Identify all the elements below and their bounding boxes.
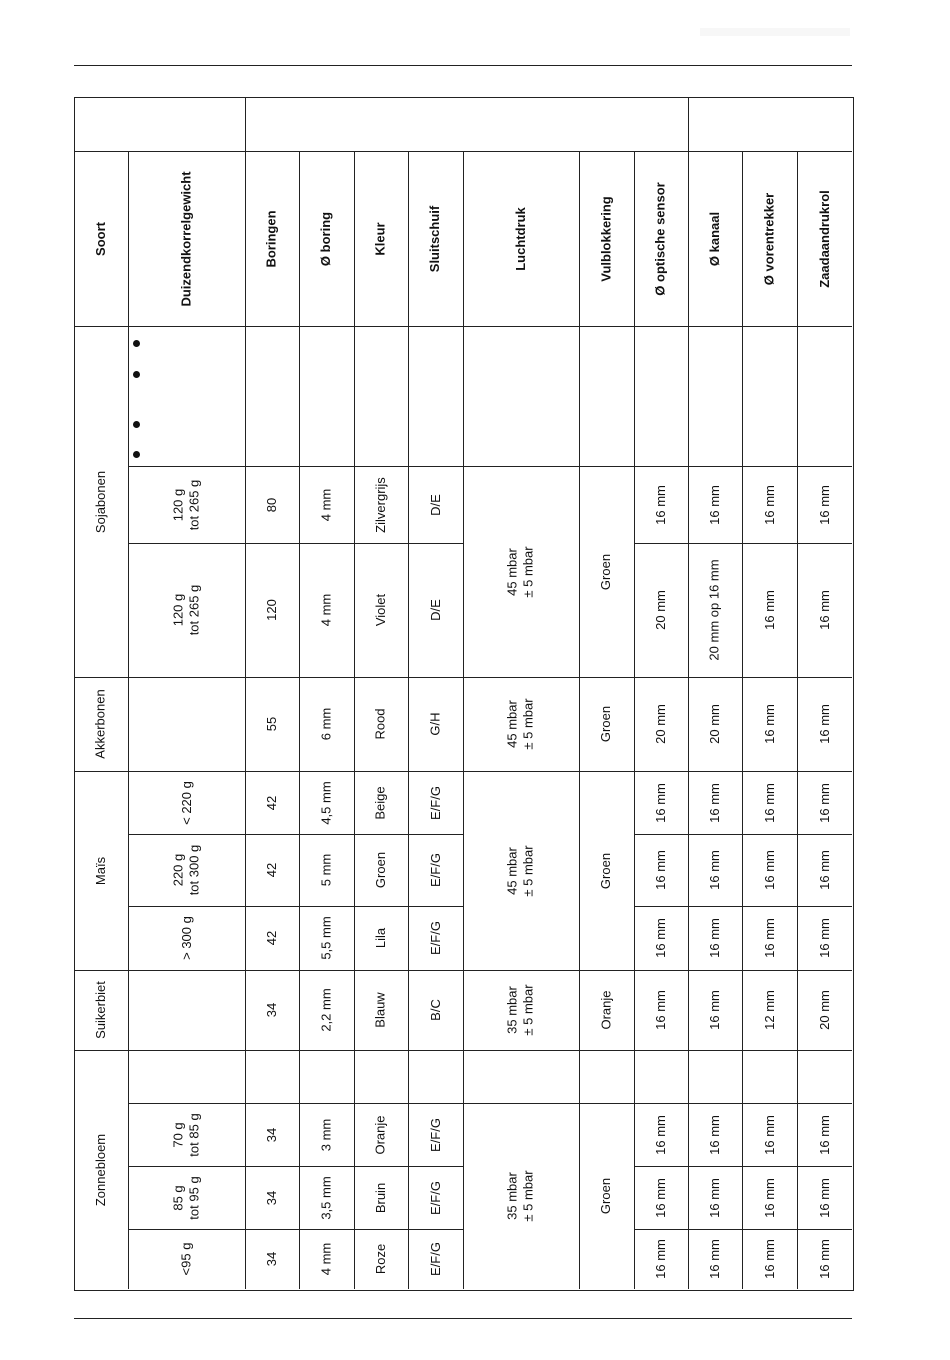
mais_shared-luchtdruk-cell — [463, 771, 579, 970]
zon2-boringen-cell — [245, 1166, 299, 1229]
zon1-optische-sensor: 16 mm — [652, 1114, 668, 1155]
soja1-kanaal-cell — [688, 466, 742, 543]
mais3-boring-cell — [299, 906, 354, 970]
soja_shared-luchtdruk — [505, 546, 537, 597]
header-vulblokkering-cell — [579, 151, 634, 326]
zon1-kanaal-cell — [688, 1103, 742, 1166]
header-sluitschuif: Sluitschuif — [427, 205, 443, 272]
suiker-zaadaandrukrol: 20 mm — [816, 990, 832, 1030]
bottom-rule — [74, 1318, 852, 1319]
zon2-kanaal: 16 mm — [706, 1177, 722, 1218]
soja2-weight-cell — [128, 543, 245, 677]
mais3-weight: > 300 g — [178, 916, 194, 960]
mais3-sluitschuif: E/F/G — [427, 921, 443, 955]
mais2-weight-line1: 220 g — [170, 853, 186, 887]
soja2-sluitschuif: D/E — [427, 599, 443, 621]
suiker-zaadaandrukrol-cell — [797, 970, 852, 1050]
akker-optische-sensor: 20 mm — [652, 704, 668, 744]
crop-zonnebloem-cell — [74, 1050, 128, 1289]
suiker-sluitschuif-cell — [408, 970, 463, 1050]
mais2-weight — [170, 845, 202, 896]
mais2-sluitschuif: E/F/G — [427, 853, 443, 887]
header-vorentrekker: Ø vorentrekker — [761, 192, 777, 285]
mais2-boringen: 42 — [264, 862, 279, 878]
suiker-boring: 2,2 mm — [318, 988, 334, 1032]
akker-sluitschuif-cell — [408, 677, 463, 771]
mais3-zaadaandrukrol-cell — [797, 906, 852, 970]
mais2-zaadaandrukrol: 16 mm — [816, 850, 832, 890]
suiker-vulblokkering-cell — [579, 970, 634, 1050]
mais1-zaadaandrukrol: 16 mm — [816, 782, 832, 823]
suiker-kanaal-cell — [688, 970, 742, 1050]
soja2-zaadaandrukrol: 16 mm — [816, 590, 832, 630]
suiker-kleur-cell — [354, 970, 408, 1050]
zon3-optische-sensor-cell — [634, 1229, 688, 1289]
mais2-kanaal: 16 mm — [706, 850, 722, 890]
mais2-boring: 5 mm — [318, 853, 334, 887]
soja2-vorentrekker: 16 mm — [761, 590, 777, 630]
mais1-kleur-cell — [354, 771, 408, 834]
soja1-boringen-cell — [245, 466, 299, 543]
mais2-sluitschuif-cell — [408, 834, 463, 906]
mais1-vorentrekker: 16 mm — [761, 782, 777, 823]
zon2-boringen: 34 — [264, 1190, 279, 1205]
mais3-vorentrekker: 16 mm — [761, 918, 777, 958]
zon2-zaadaandrukrol-cell — [797, 1166, 852, 1229]
mais2-vorentrekker-cell — [742, 834, 797, 906]
zon_shared-luchtdruk-line1: 35 mbar — [505, 1172, 520, 1220]
zon2-weight-line1: 85 g — [170, 1184, 186, 1211]
mais1-boringen: 42 — [264, 795, 279, 810]
soja1-weight-line1: 120 g — [170, 488, 186, 521]
header-optische-sensor: Ø optische sensor — [653, 181, 669, 296]
soja1-zaadaandrukrol-cell — [797, 466, 852, 543]
zon3-sluitschuif-cell — [408, 1229, 463, 1289]
soja2-weight — [170, 585, 202, 636]
mais3-boringen: 42 — [264, 930, 279, 946]
soja2-optische-sensor: 20 mm — [652, 590, 668, 630]
header-luchtdruk: Luchtdruk — [513, 206, 528, 271]
zon1-weight-line2: tot 85 g — [186, 1112, 202, 1157]
zon_shared-vulblokkering: Groen — [598, 1177, 614, 1215]
mais_shared-luchtdruk-line1: 45 mbar — [505, 846, 520, 895]
zon2-optische-sensor-cell — [634, 1166, 688, 1229]
mais1-kanaal: 16 mm — [706, 782, 722, 823]
soja1-vorentrekker: 16 mm — [761, 484, 777, 525]
mais_shared-luchtdruk-line2: ± 5 mbar — [521, 844, 536, 897]
zon3-kanaal-cell — [688, 1229, 742, 1289]
zon2-kanaal-cell — [688, 1166, 742, 1229]
soja2-vorentrekker-cell — [742, 543, 797, 677]
zon3-vorentrekker: 16 mm — [761, 1239, 777, 1279]
soja1-weight-line2: tot 265 g — [186, 479, 202, 530]
akker-luchtdruk-cell — [463, 677, 579, 771]
crop-suikerbiet: Suikerbiet — [93, 981, 108, 1039]
mais3-kleur: Lila — [373, 927, 388, 949]
zon2-boring: 3,5 mm — [318, 1175, 334, 1220]
akker-boringen: 55 — [264, 716, 279, 732]
zon_shared-luchtdruk-line2: ± 5 mbar — [521, 1170, 536, 1222]
mais3-weight-cell — [128, 906, 245, 970]
soja2-sluitschuif-cell — [408, 543, 463, 677]
bullet-1 — [133, 340, 140, 347]
suiker-luchtdruk — [505, 984, 537, 1035]
zon2-kleur-cell — [354, 1166, 408, 1229]
zon3-sluitschuif: E/F/G — [427, 1242, 443, 1276]
zon2-zaadaandrukrol: 16 mm — [816, 1177, 832, 1218]
header-vulblokkering: Vulblokkering — [598, 195, 614, 282]
soja1-kleur-cell — [354, 466, 408, 543]
mais1-kleur: Beige — [373, 785, 388, 820]
zon1-kleur-cell — [354, 1103, 408, 1166]
zon1-zaadaandrukrol-cell — [797, 1103, 852, 1166]
mais3-boring: 5,5 mm — [318, 916, 334, 960]
header-kanaal-cell — [688, 151, 742, 326]
header-kanaal: Ø kanaal — [707, 211, 723, 266]
mais1-weight-cell — [128, 771, 245, 834]
crop-akkerbonen: Akkerbonen — [93, 689, 109, 759]
suiker-vorentrekker: 12 mm — [761, 990, 777, 1030]
soja_shared-vulblokkering-cell — [579, 466, 634, 677]
zon1-boringen-cell — [245, 1103, 299, 1166]
zon2-kleur: Bruin — [372, 1182, 388, 1213]
zon3-vorentrekker-cell — [742, 1229, 797, 1289]
akker-luchtdruk-line1: 45 mbar — [505, 700, 520, 748]
grid-h-suiker-zon — [74, 1050, 852, 1051]
mais3-optische-sensor: 16 mm — [652, 918, 668, 958]
zon3-zaadaandrukrol: 16 mm — [816, 1239, 832, 1279]
zon1-sluitschuif-cell — [408, 1103, 463, 1166]
header-luchtdruk-cell — [463, 151, 579, 326]
zon1-zaadaandrukrol: 16 mm — [816, 1114, 832, 1155]
zon3-kleur-cell — [354, 1229, 408, 1289]
zon3-zaadaandrukrol-cell — [797, 1229, 852, 1289]
mais1-boringen-cell — [245, 771, 299, 834]
zon2-weight-cell — [128, 1166, 245, 1229]
mais1-boring: 4,5 mm — [318, 780, 334, 825]
mais2-kleur-cell — [354, 834, 408, 906]
mais1-optische-sensor-cell — [634, 771, 688, 834]
suiker-kanaal: 16 mm — [706, 990, 722, 1030]
akker-boringen-cell — [245, 677, 299, 771]
soja1-boring: 4 mm — [318, 488, 334, 521]
soja1-weight — [170, 479, 202, 530]
bullet-3 — [133, 421, 140, 428]
mais_shared-luchtdruk — [505, 845, 537, 896]
soja1-kanaal: 16 mm — [706, 484, 722, 525]
zon_shared-luchtdruk-cell — [463, 1103, 579, 1289]
header-sluitschuif-cell — [408, 151, 463, 326]
zon1-sluitschuif: E/F/G — [427, 1117, 443, 1152]
zon3-weight: <95 g — [178, 1242, 194, 1276]
zon3-boring-cell — [299, 1229, 354, 1289]
zon_shared-luchtdruk — [505, 1170, 537, 1221]
zon1-optische-sensor-cell — [634, 1103, 688, 1166]
akker-boring-cell — [299, 677, 354, 771]
mais1-boring-cell — [299, 771, 354, 834]
header-soort: Soort — [92, 221, 108, 256]
soja_shared-luchtdruk-line2: ± 5 mbar — [521, 545, 536, 598]
mais2-kanaal-cell — [688, 834, 742, 906]
zon3-kanaal: 16 mm — [706, 1239, 722, 1279]
header-boringen-cell — [245, 151, 299, 326]
zon_shared-vulblokkering-cell — [579, 1103, 634, 1289]
akker-optische-sensor-cell — [634, 677, 688, 771]
akker-luchtdruk-line2: ± 5 mbar — [521, 698, 536, 750]
akker-vorentrekker: 16 mm — [761, 704, 777, 744]
zon3-boringen-cell — [245, 1229, 299, 1289]
mais1-kanaal-cell — [688, 771, 742, 834]
mais3-kanaal-cell — [688, 906, 742, 970]
soja_shared-luchtdruk-cell — [463, 466, 579, 677]
crop-mais-cell — [74, 771, 128, 970]
zon3-optische-sensor: 16 mm — [652, 1239, 668, 1279]
mais2-vorentrekker: 16 mm — [761, 850, 777, 890]
suiker-boring-cell — [299, 970, 354, 1050]
header-boring-diameter-cell — [299, 151, 354, 326]
mais3-kleur-cell — [354, 906, 408, 970]
zon1-kleur: Oranje — [373, 1114, 388, 1155]
soja2-optische-sensor-cell — [634, 543, 688, 677]
akker-kleur: Rood — [372, 708, 388, 740]
mais2-optische-sensor-cell — [634, 834, 688, 906]
suiker-optische-sensor: 16 mm — [652, 990, 668, 1030]
suiker-vorentrekker-cell — [742, 970, 797, 1050]
soja2-kanaal-cell — [688, 543, 742, 677]
zon2-weight — [171, 1176, 203, 1219]
suiker-optische-sensor-cell — [634, 970, 688, 1050]
soja2-weight-line2: tot 265 g — [186, 584, 202, 636]
akker-kanaal-cell — [688, 677, 742, 771]
crop-mais: Maïs — [92, 856, 108, 885]
zon2-optische-sensor: 16 mm — [652, 1177, 668, 1218]
soja2-boringen-cell — [245, 543, 299, 677]
akker-vulblokkering-cell — [579, 677, 634, 771]
header-mark — [700, 28, 850, 36]
soja1-sluitschuif-cell — [408, 466, 463, 543]
soja2-weight-line1: 120 g — [170, 593, 186, 627]
header-vorentrekker-cell — [742, 151, 797, 326]
zon3-boring: 4 mm — [318, 1242, 334, 1276]
mais3-optische-sensor-cell — [634, 906, 688, 970]
suiker-boringen-cell — [245, 970, 299, 1050]
mais3-zaadaandrukrol: 16 mm — [816, 918, 832, 958]
akker-zaadaandrukrol: 16 mm — [816, 704, 832, 744]
zon3-kleur: Roze — [372, 1243, 388, 1275]
soja_shared-vulblokkering: Groen — [598, 553, 614, 590]
header-zaadaandrukrol: Zaadaandrukrol — [816, 189, 832, 288]
header-boring-diameter: Ø boring — [318, 211, 334, 266]
mais2-boringen-cell — [245, 834, 299, 906]
soja2-boringen: 120 — [263, 599, 279, 621]
akker-boring: 6 mm — [318, 707, 334, 741]
zon1-boring: 3 mm — [318, 1118, 334, 1151]
header-boringen: Boringen — [264, 209, 279, 268]
mais3-kanaal: 16 mm — [706, 918, 722, 958]
soja1-weight-cell — [128, 466, 245, 543]
bullet-4 — [133, 451, 140, 458]
akker-luchtdruk — [505, 698, 537, 749]
mais2-weight-cell — [128, 834, 245, 906]
header-optische-sensor-cell — [634, 151, 688, 326]
mais1-vorentrekker-cell — [742, 771, 797, 834]
mais_shared-vulblokkering-cell — [579, 771, 634, 970]
zon1-weight-line1: 70 g — [170, 1121, 186, 1148]
mais2-kleur: Groen — [372, 851, 388, 889]
soja1-vorentrekker-cell — [742, 466, 797, 543]
header-kleur: Kleur — [372, 221, 388, 256]
suiker-luchtdruk-line2: ± 5 mbar — [521, 984, 536, 1036]
zon1-vorentrekker-cell — [742, 1103, 797, 1166]
soja2-boring-cell — [299, 543, 354, 677]
zon1-weight-cell — [128, 1103, 245, 1166]
akker-sluitschuif: G/H — [427, 712, 443, 736]
header-duizendkorrelgewicht: Duizendkorrelgewicht — [178, 170, 194, 307]
zon2-sluitschuif: E/F/G — [427, 1180, 443, 1215]
suiker-sluitschuif: B/C — [427, 999, 443, 1021]
crop-zonnebloem: Zonnebloem — [93, 1133, 108, 1206]
akker-vulblokkering: Groen — [598, 705, 614, 743]
mais2-zaadaandrukrol-cell — [797, 834, 852, 906]
zon2-vorentrekker: 16 mm — [761, 1177, 777, 1218]
akker-vorentrekker-cell — [742, 677, 797, 771]
soja_shared-luchtdruk-line1: 45 mbar — [505, 547, 520, 596]
header-duizendkorrelgewicht-cell — [128, 151, 245, 326]
crop-suikerbiet-cell — [74, 970, 128, 1050]
zon3-weight-cell — [128, 1229, 245, 1289]
zon1-kanaal: 16 mm — [706, 1114, 722, 1155]
zon2-weight-line2: tot 95 g — [186, 1175, 202, 1220]
soja2-boring: 4 mm — [318, 593, 334, 627]
soja1-sluitschuif: D/E — [427, 493, 443, 516]
soja1-zaadaandrukrol: 16 mm — [816, 484, 832, 525]
akker-zaadaandrukrol-cell — [797, 677, 852, 771]
zon2-boring-cell — [299, 1166, 354, 1229]
soja1-boringen: 80 — [264, 497, 279, 512]
soja1-kleur: Zilvergrijs — [373, 476, 388, 533]
suiker-luchtdruk-line1: 35 mbar — [505, 986, 520, 1034]
mais3-vorentrekker-cell — [742, 906, 797, 970]
suiker-boringen: 34 — [264, 1002, 279, 1018]
mais3-boringen-cell — [245, 906, 299, 970]
zon1-boringen: 34 — [264, 1127, 279, 1142]
soja2-kleur-cell — [354, 543, 408, 677]
mais3-sluitschuif-cell — [408, 906, 463, 970]
top-rule — [74, 65, 852, 66]
soja1-optische-sensor-cell — [634, 466, 688, 543]
soja2-kanaal: 20 mm op 16 mm — [707, 559, 722, 661]
mais2-optische-sensor: 16 mm — [652, 850, 668, 890]
mais2-weight-line2: tot 300 g — [186, 844, 202, 896]
crop-akkerbonen-cell — [74, 677, 128, 771]
soja2-kleur: Violet — [372, 593, 388, 627]
zon2-vorentrekker-cell — [742, 1166, 797, 1229]
zon1-weight — [171, 1113, 203, 1156]
grid-h-crops — [74, 326, 852, 327]
bullet-2 — [133, 371, 140, 378]
zon3-boringen: 34 — [264, 1251, 279, 1267]
soja2-zaadaandrukrol-cell — [797, 543, 852, 677]
zon1-boring-cell — [299, 1103, 354, 1166]
crop-sojabonen-cell — [74, 326, 128, 677]
zon1-vorentrekker: 16 mm — [761, 1114, 777, 1155]
suiker-kleur: Blauw — [372, 992, 388, 1028]
mais2-boring-cell — [299, 834, 354, 906]
zon2-sluitschuif-cell — [408, 1166, 463, 1229]
mais1-weight: < 220 g — [178, 780, 194, 825]
header-soort-cell — [74, 151, 128, 326]
mais_shared-vulblokkering: Groen — [598, 852, 614, 889]
header-zaadaandrukrol-cell — [797, 151, 852, 326]
akker-kleur-cell — [354, 677, 408, 771]
suiker-vulblokkering: Oranje — [598, 990, 614, 1030]
mais1-sluitschuif: E/F/G — [427, 785, 443, 820]
akker-kanaal: 20 mm — [706, 704, 722, 744]
soja1-optische-sensor: 16 mm — [652, 484, 668, 525]
suiker-luchtdruk-cell — [463, 970, 579, 1050]
soja1-boring-cell — [299, 466, 354, 543]
crop-sojabonen: Sojabonen — [93, 470, 109, 533]
mais1-zaadaandrukrol-cell — [797, 771, 852, 834]
header-kleur-cell — [354, 151, 408, 326]
mais1-optische-sensor: 16 mm — [652, 782, 668, 823]
mais1-sluitschuif-cell — [408, 771, 463, 834]
